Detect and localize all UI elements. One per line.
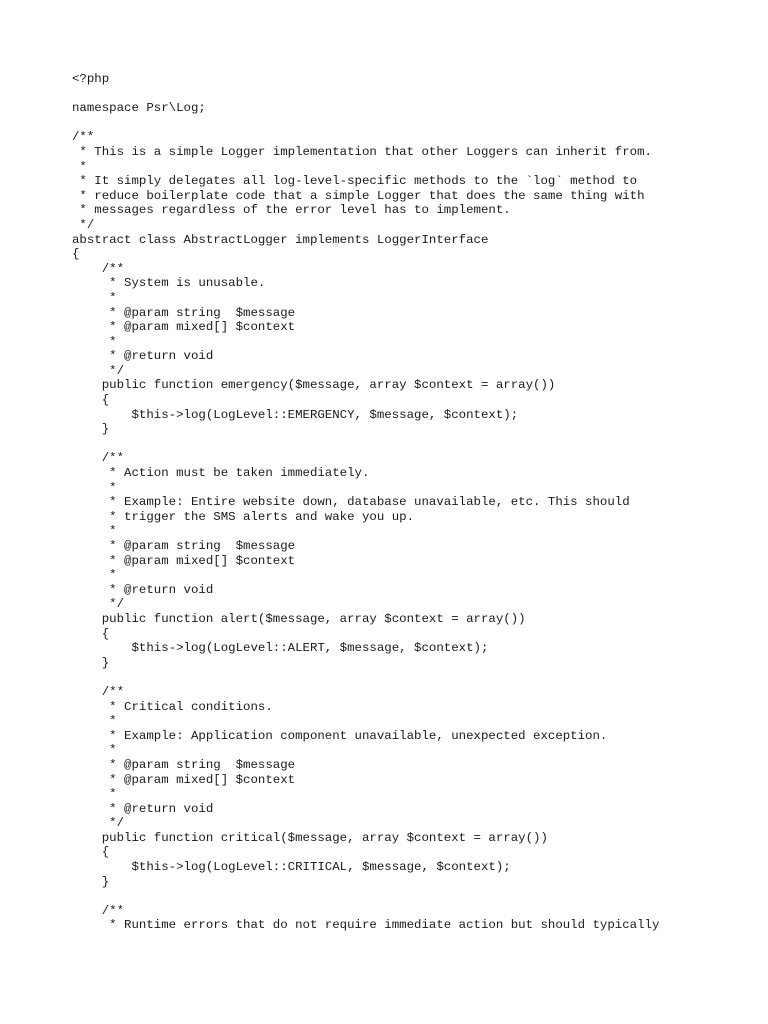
code-line: $this->log(LogLevel::ALERT, $message, $context);: [72, 641, 489, 656]
code-line: * @return void: [72, 349, 214, 364]
code-line: */: [72, 816, 125, 831]
code-line: {: [72, 626, 110, 641]
code-line: * System is unusable.: [72, 276, 266, 291]
code-line: {: [72, 247, 80, 262]
code-line: *: [72, 290, 117, 305]
code-line: }: [72, 655, 110, 670]
code-line: * Action must be taken immediately.: [72, 466, 370, 481]
code-line: *: [72, 568, 117, 583]
code-line: /**: [72, 261, 125, 276]
code-block: [72, 72, 659, 933]
code-line: *: [72, 787, 117, 802]
code-line: *: [72, 743, 117, 758]
code-line: *: [72, 334, 117, 349]
code-line: $this->log(LogLevel::EMERGENCY, $message, $context);: [72, 407, 519, 422]
code-line: * Example: Entire website down, database unavailable, etc. This should: [72, 495, 630, 510]
code-line: $this->log(LogLevel::CRITICAL, $message, $context);: [72, 860, 511, 875]
code-line: [72, 437, 659, 452]
code-line: * @param string $message: [72, 305, 296, 320]
code-line: {: [72, 845, 110, 860]
code-line: /**: [72, 903, 125, 918]
code-line: *: [72, 480, 117, 495]
code-line: /**: [72, 684, 125, 699]
code-line: * Runtime errors that do not require immediate action but should typically: [72, 918, 660, 933]
code-line: <?php: [72, 72, 110, 86]
code-line: public function critical($message, array $context = array()): [72, 830, 548, 845]
code-line: [72, 670, 659, 685]
code-line: * Example: Application component unavailable, unexpected exception.: [72, 728, 608, 743]
code-line: * @param mixed[] $context: [72, 320, 296, 335]
code-line: *: [72, 159, 87, 174]
code-line: * Critical conditions.: [72, 699, 273, 714]
code-line: abstract class AbstractLogger implements LoggerInterface: [72, 232, 489, 247]
code-line: namespace Psr\Log;: [72, 101, 206, 116]
code-line: *: [72, 524, 117, 539]
code-line: */: [72, 363, 125, 378]
code-line: /**: [72, 130, 95, 145]
code-line: * @param mixed[] $context: [72, 553, 296, 568]
code-line: [72, 87, 659, 102]
code-line: *: [72, 714, 117, 729]
code-line: [72, 116, 659, 131]
code-line: * @param string $message: [72, 539, 296, 553]
code-line: * reduce boilerplate code that a simple Logger that does the same thing with: [72, 188, 645, 203]
code-line: * It simply delegates all log-level-specific methods to the `log` method to: [72, 174, 638, 189]
code-line: */: [72, 217, 95, 232]
code-line: {: [72, 393, 110, 408]
code-line: }: [72, 422, 110, 437]
code-line: public function alert($message, array $context = array()): [72, 611, 526, 626]
code-line: * @return void: [72, 582, 214, 597]
code-line: * trigger the SMS alerts and wake you up.: [72, 509, 415, 524]
code-line: * This is a simple Logger implementation that other Loggers can inherit from.: [72, 144, 652, 159]
code-line: public function emergency($message, array $context = array()): [72, 378, 556, 393]
code-line: }: [72, 874, 110, 889]
code-line: [72, 889, 659, 904]
code-line: * @param mixed[] $context: [72, 772, 296, 787]
code-line: /**: [72, 451, 125, 466]
code-line: * messages regardless of the error level has to implement.: [72, 203, 511, 218]
code-line: * @return void: [72, 801, 214, 816]
code-line: * @param string $message: [72, 757, 296, 772]
code-line: */: [72, 597, 125, 612]
